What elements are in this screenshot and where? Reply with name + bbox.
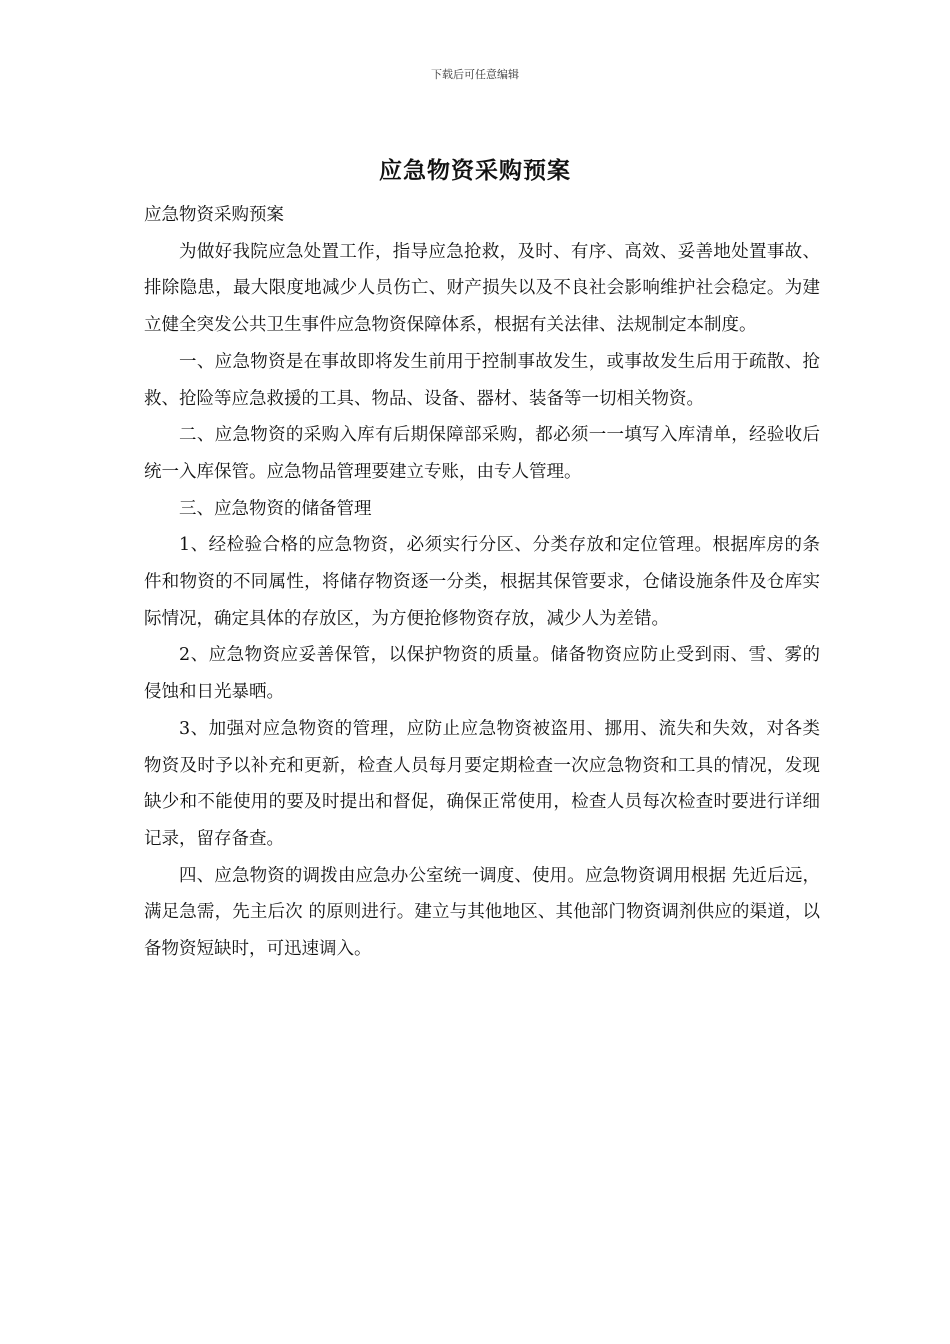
paragraph-item-2: 2、应急物资应妥善保管，以保护物资的质量。储备物资应防止受到雨、雪、雾的侵蚀和日光暴晒。 [144,645,820,703]
paragraph-item-3: 3、加强对应急物资的管理，应防止应急物资被盗用、挪用、流失和失效，对各类物资及时予以补充和更新，检查人员每月要定期检查一次应急物资和工具的情况，发现缺少和不能使用的要及时提出和督促，确保正常使用，检查人员每次检查时要进行详细记录，留存备查。 [144,718,820,849]
document-subtitle: 应急物资采购预案 [144,205,284,225]
paragraph-section-2: 二、应急物资的采购入库有后期保障部采购，都必须一一填写入库清单，经验收后统一入库保管。应急物品管理要建立专账，由专人管理。 [144,425,820,482]
document-title: 应急物资采购预案 [379,157,571,184]
paragraph-item-1: 1、经检验合格的应急物资，必须实行分区、分类存放和定位管理。根据库房的条件和物资的不同属性，将储存物资逐一分类，根据其保管要求，仓储设施条件及仓库实际情况，确定具体的存放区，为方便抢修物资存放，减少人为差错。 [144,535,820,629]
page-header-note: 下载后可任意编辑 [431,68,519,81]
document-body [144,197,820,968]
paragraph-section-3-heading: 三、应急物资的储备管理 [179,498,372,519]
paragraph-section-1: 一、应急物资是在事故即将发生前用于控制事故发生，或事故发生后用于疏散、抢救、抢险等应急救援的工具、物品、设备、器材、装备等一切相关物资。 [144,351,820,409]
paragraph-intro: 为做好我院应急处置工作，指导应急抢救，及时、有序、高效、妥善地处置事故、排除隐患，最大限度地减少人员伤亡、财产损失以及不良社会影响维护社会稳定。为建立健全突发公共卫生事件应急物资保障体系，根据有关法律、法规制定本制度。 [144,241,820,336]
paragraph-section-4: 四、应急物资的调拨由应急办公室统一调度、使用。应急物资调用根据 先近后远，满足急需，先主后次 的原则进行。建立与其他地区、其他部门物资调剂供应的渠道，以备物资短缺时，可迅速调入。 [144,865,820,960]
